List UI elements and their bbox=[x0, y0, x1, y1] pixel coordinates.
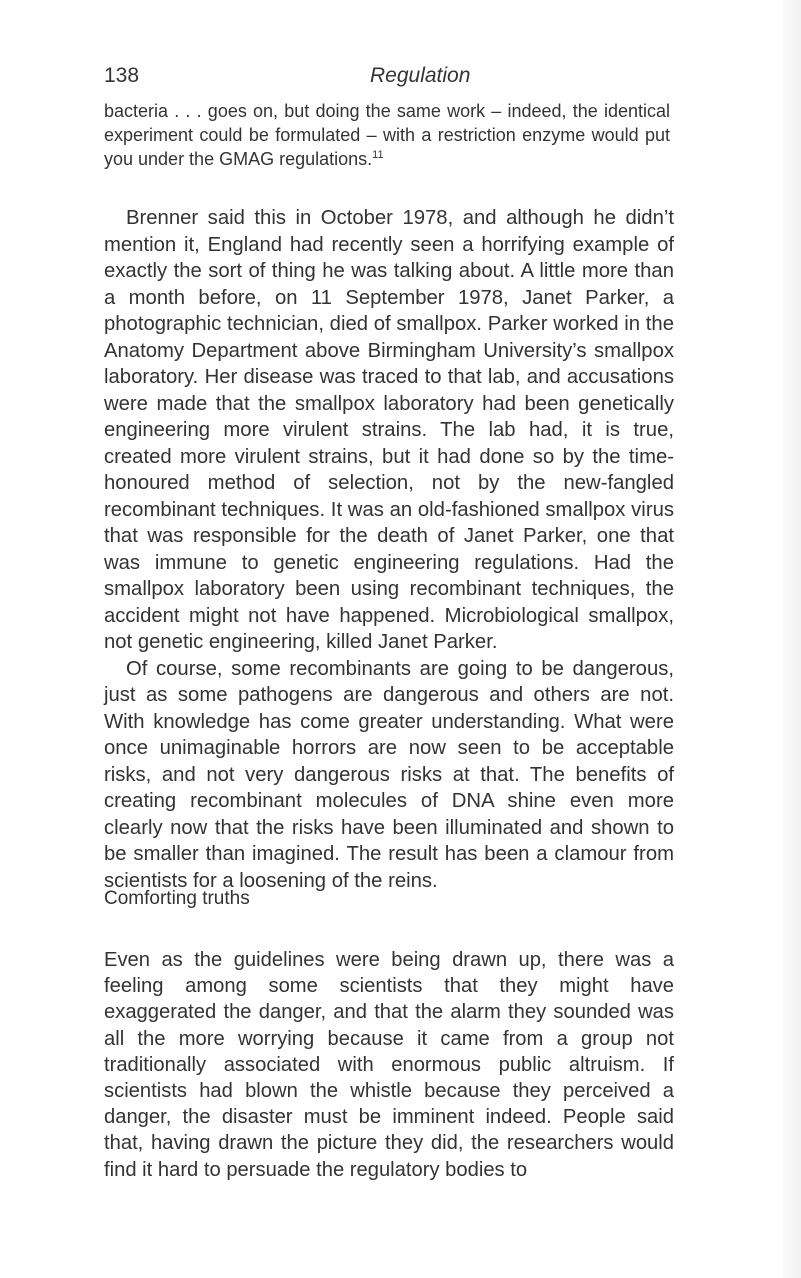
section-body bbox=[104, 947, 674, 1183]
block-quote bbox=[104, 99, 670, 171]
section-title: Comforting truths bbox=[104, 888, 250, 909]
body-paragraph: Of course, some recombinants are going to be dangerous, just as some pathogens are dangerous and others are not. With knowledge has come greater understanding. What were once unimaginable horrors are now seen to be acceptable risks, and not very dangerous risks at that. The benefits of creating recombinant molecules of DNA shine even more clearly now that the risks have been illuminated and shown to be smaller than imagined. The result has been a clamour from scientists for a loosening of the reins. bbox=[104, 657, 674, 892]
body-text bbox=[104, 205, 674, 894]
footnote-marker: 11 bbox=[372, 149, 384, 161]
section-paragraph: Even as the guidelines were being drawn up, there was a feeling among some scientists that they might have exaggerated the danger, and that the alarm they sounded was all the more worrying because it came from a group not traditionally associated with enormous public altruism. If scientists had blown the whistle because they perceived a danger, the disaster must be imminent indeed. People said that, having drawn the picture they did, the researchers would find it hard to persuade the regulatory bodies to bbox=[104, 949, 674, 1181]
page-header bbox=[104, 64, 704, 94]
body-paragraph: Brenner said this in October 1978, and although he didn’t mention it, England had recently seen a horrifying example of exactly the sort of thing he was talking about. A little more than a month before, on 11 September 1978, Janet Parker, a photographic technician, died of smallpox. Parker worked in the Anatomy Department above Birmingham University’s smallpox laboratory. Her disease was traced to that lab, and accusations were made that the smallpox laboratory had been genetically engineering more virulent strains. The lab had, it is true, created more virulent strains, but it had done so by the time-honoured method of selection, not by the new-fangled recombinant techniques. It was an old-fashioned smallpox virus that was responsible for the death of Janet Parker, one that was immune to genetic engineering regulations. Had the smallpox laboratory been using recombinant techniques, the accident might not have happened. Microbiological smallpox, not genetic engineering, killed Janet Parker. bbox=[104, 207, 674, 653]
quote-text: bacteria . . . goes on, but doing the same work – indeed, the identical experiment could be formulated – with a restriction enzyme would put you under the GMAG regulations. bbox=[104, 101, 670, 169]
page-number: 138 bbox=[104, 64, 140, 87]
running-head: Regulation bbox=[370, 64, 471, 87]
page-edge-shadow bbox=[782, 0, 801, 1278]
